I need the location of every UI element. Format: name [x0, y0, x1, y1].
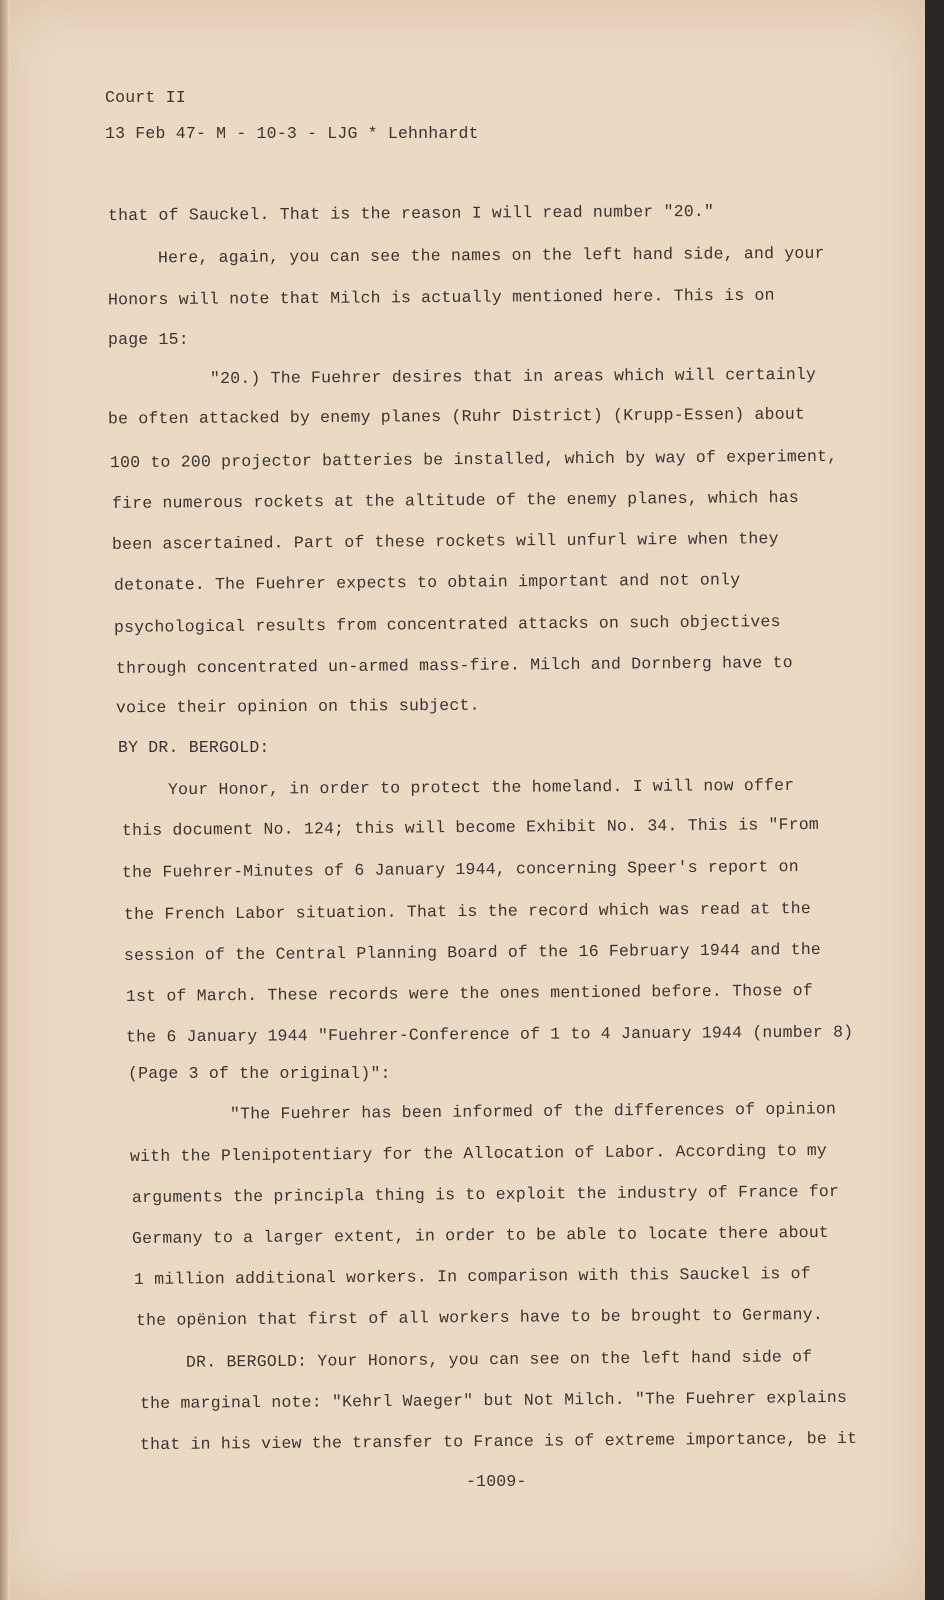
- text-line: the French Labor situation. That is the record which was read at the: [123, 899, 811, 924]
- text-line: "The Fuehrer has been informed of the differences of opinion: [229, 1099, 837, 1124]
- text-line: been ascertained. Part of these rockets will unfurl wire when they: [111, 529, 779, 554]
- text-line: the Fuehrer-Minutes of 6 January 1944, concerning Speer's report on: [121, 857, 799, 882]
- text-line: 1st of March. These records were the ones mentioned before. Those of: [125, 981, 813, 1006]
- text-line: 1 million additional workers. In comparison with this Sauckel is of: [133, 1264, 811, 1289]
- text-line: Here, again, you can see the names on the left hand side, and your: [157, 243, 825, 268]
- text-line: that in his view the transfer to France is of extreme importance, be it: [139, 1428, 858, 1455]
- text-line: 100 to 200 projector batteries be installed, which by way of experiment,: [109, 446, 838, 473]
- text-line: be often attacked by enemy planes (Ruhr District) (Krupp-Essen) about: [107, 404, 806, 429]
- text-line: with the Plenipotentiary for the Allocation of Labor. According to my: [129, 1140, 828, 1167]
- binding-edge: [0, 0, 10, 1600]
- text-line: Your Honor, in order to protect the homeland. I will now offer: [167, 775, 795, 800]
- text-line: Honors will note that Milch is actually mentioned here. This is on: [107, 285, 775, 310]
- text-line: the opёnion that first of all workers have to be brought to Germany.: [135, 1305, 823, 1330]
- text-line: through concentrated un-armed mass-fire. Milch and Dornberg have to: [115, 653, 793, 678]
- court-heading: Court II: [105, 88, 186, 107]
- text-line: "20.) The Fuehrer desires that in areas which will certainly: [209, 364, 817, 389]
- text-line: (Page 3 of the original)":: [128, 1064, 391, 1083]
- text-line: detonate. The Fuehrer expects to obtain important and not only: [113, 570, 741, 595]
- text-line: that of Sauckel. That is the reason I will read number "20.": [107, 201, 715, 226]
- session-heading: 13 Feb 47- M - 10-3 - LJG * Lehnhardt: [105, 124, 479, 143]
- examiner-heading: BY DR. BERGOLD:: [118, 738, 270, 757]
- text-line: arguments the principla thing is to exploit the industry of France for: [131, 1181, 840, 1208]
- page-number: -1009-: [466, 1472, 527, 1491]
- text-line: DR. BERGOLD: Your Honors, you can see on the left hand side of: [185, 1347, 813, 1372]
- text-line: voice their opinion on this subject.: [115, 695, 480, 718]
- text-line: the marginal note: "Kehrl Waeger" but Not Milch. "The Fuehrer explains: [139, 1387, 848, 1414]
- text-line: psychological results from concentrated attacks on such objectives: [113, 612, 781, 637]
- text-line: Germany to a larger extent, in order to be able to locate there about: [131, 1222, 830, 1249]
- text-line: this document No. 124; this will become Exhibit No. 34. This is "From: [121, 814, 820, 841]
- text-line: fire numerous rockets at the altitude of the enemy planes, which has: [111, 488, 799, 513]
- text-line: session of the Central Planning Board of the 16 February 1944 and the: [123, 939, 822, 966]
- text-line: the 6 January 1944 "Fuehrer-Conference of 1 to 4 January 1944 (number 8): [125, 1022, 854, 1047]
- text-line: page 15:: [108, 330, 189, 349]
